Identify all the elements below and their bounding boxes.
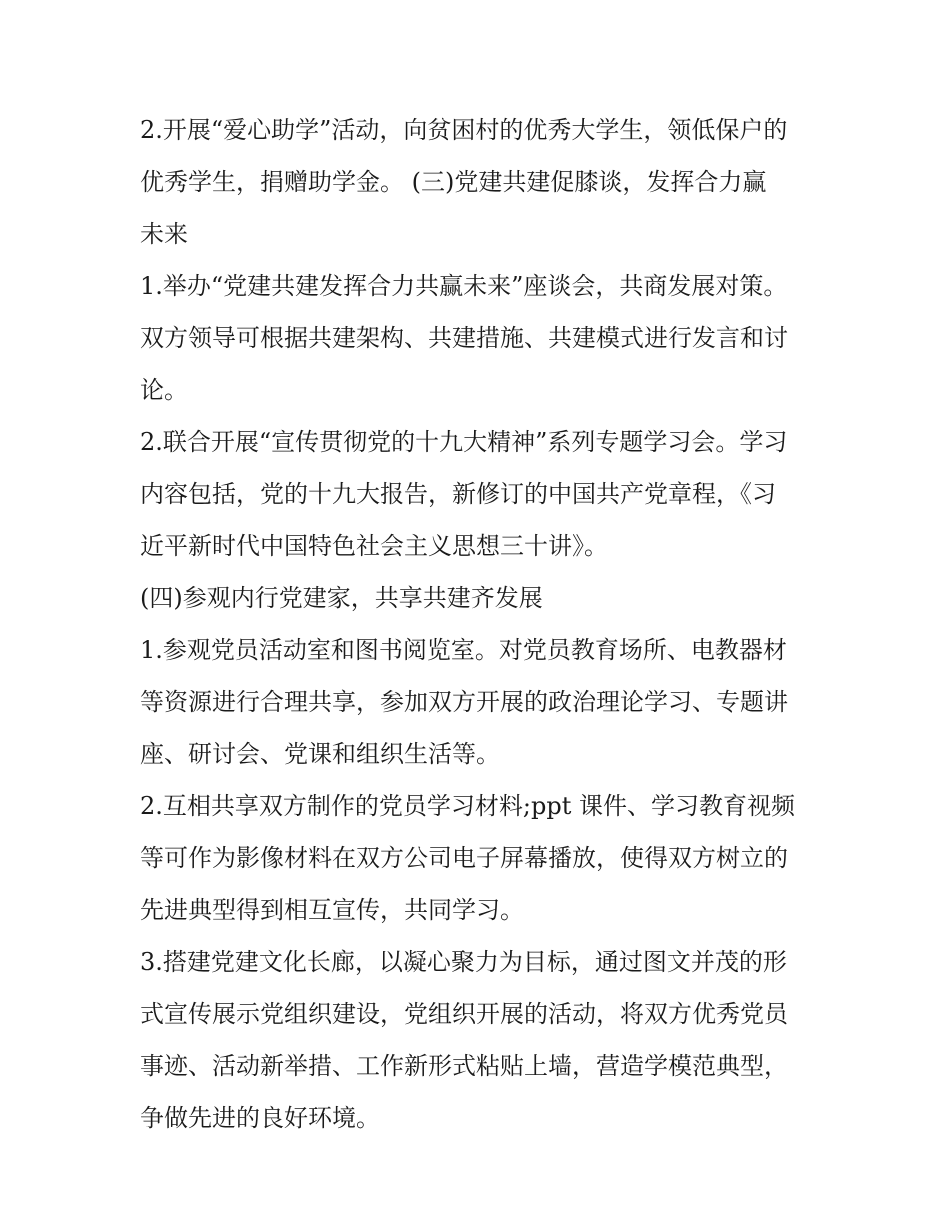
section-heading: (四)参观内行党建家，共享共建齐发展 (140, 584, 543, 612)
text-line: 先进典型得到相互宣传，共同学习。 (140, 896, 524, 924)
text-line: 争做先进的良好环境。 (140, 1104, 380, 1132)
document-body (140, 104, 820, 1144)
text-line: 双方领导可根据共建架构、共建措施、共建模式进行发言和讨 (140, 324, 788, 352)
text-line: 座、研讨会、党课和组织生活等。 (140, 740, 500, 768)
text-line: 2.联合开展“宣传贯彻党的十九大精神”系列专题学习会。学习 (140, 428, 788, 456)
text-line: 1.参观党员活动室和图书阅览室。对党员教育场所、电教器材 (140, 636, 787, 664)
text-line: 优秀学生，捐赠助学金。 (三)党建共建促膝谈，发挥合力赢 (140, 168, 767, 196)
text-line: 2.互相共享双方制作的党员学习材料;ppt 课件、学习教育视频 (140, 792, 795, 820)
text-line: 1.举办“党建共建发挥合力共赢未来”座谈会，共商发展对策。 (140, 272, 788, 300)
text-line: 未来 (140, 220, 188, 248)
text-line: 事迹、活动新举措、工作新形式粘贴上墙，营造学模范典型， (140, 1052, 788, 1080)
text-line: 近平新时代中国特色社会主义思想三十讲》。 (140, 532, 608, 560)
text-line: 2.开展“爱心助学”活动，向贫困村的优秀大学生，领低保户的 (140, 116, 788, 144)
text-line: 内容包括，党的十九大报告，新修订的中国共产党章程，《习 (140, 480, 776, 508)
text-line: 论。 (140, 376, 188, 404)
text-line: 等资源进行合理共享，参加双方开展的政治理论学习、专题讲 (140, 688, 788, 716)
text-line: 等可作为影像材料在双方公司电子屏幕播放，使得双方树立的 (140, 844, 788, 872)
text-line: 3.搭建党建文化长廊，以凝心聚力为目标，通过图文并茂的形 (140, 948, 787, 976)
text-line: 式宣传展示党组织建设，党组织开展的活动，将双方优秀党员 (140, 1000, 788, 1028)
